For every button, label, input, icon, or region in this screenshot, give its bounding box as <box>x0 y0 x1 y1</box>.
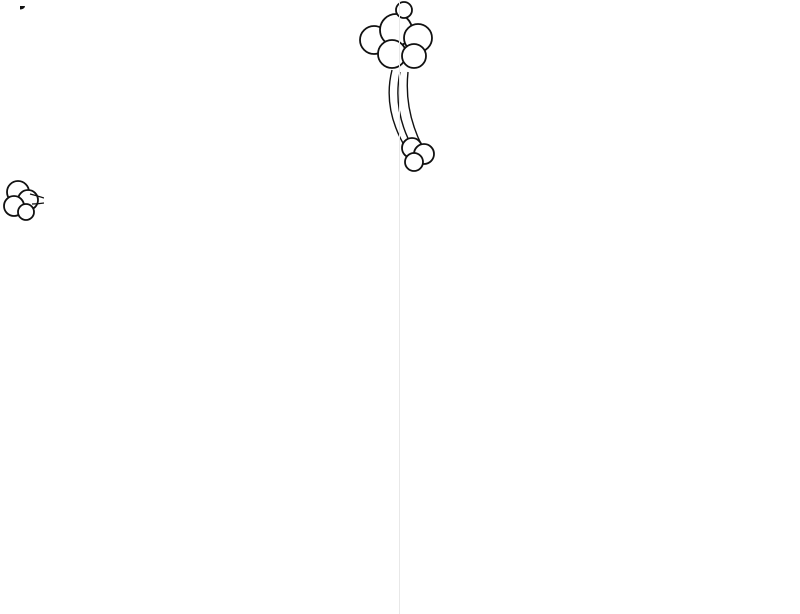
smoke-cloud-icon <box>352 0 462 180</box>
paw-prints-icon <box>420 552 680 610</box>
left-text-column <box>50 69 352 73</box>
right-page <box>400 0 800 614</box>
paw-prints-icon <box>20 6 290 46</box>
smoke-cloud-icon <box>0 170 44 230</box>
book-gutter <box>399 0 400 614</box>
